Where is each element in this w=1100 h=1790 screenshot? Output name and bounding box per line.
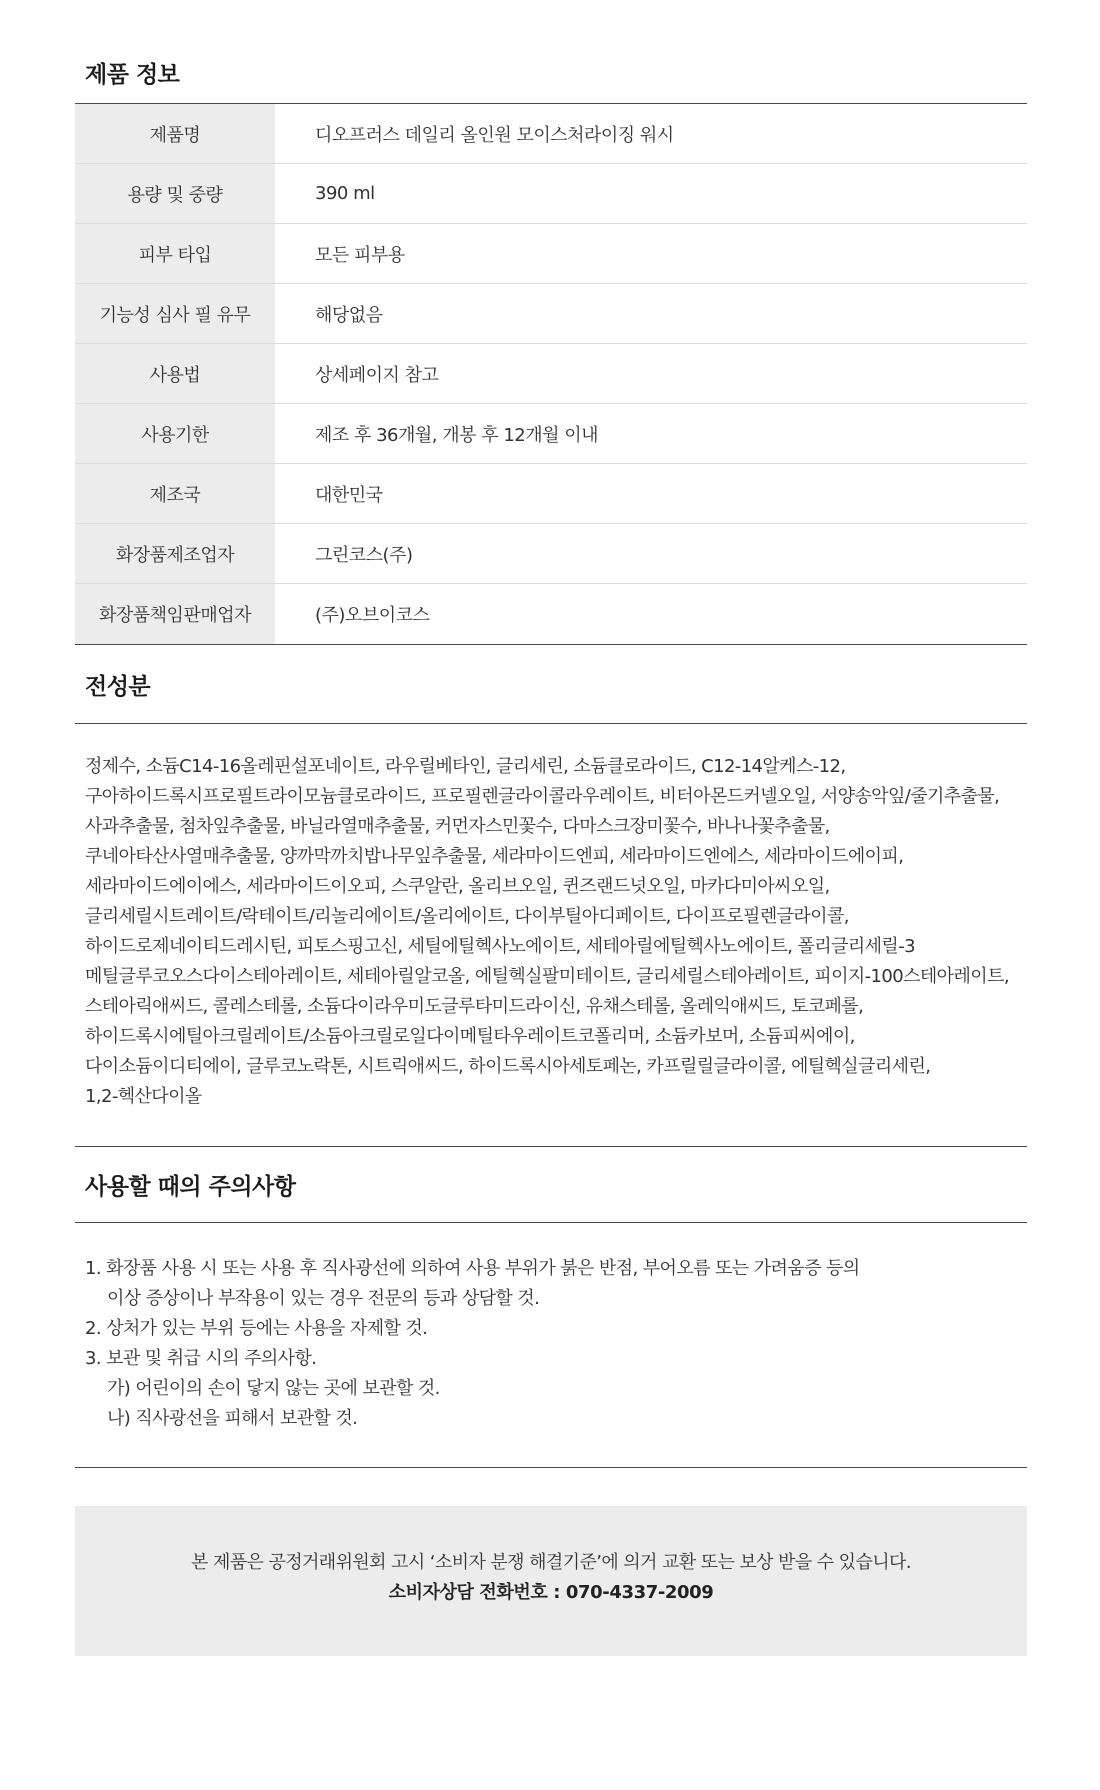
ingredients-line: 사과추출물, 첨차잎추출물, 바닐라열매추출물, 커먼자스민꽃수, 다마스크장미꽃수, 바나나꽃추출물, — [85, 816, 830, 837]
info-value: 상세페이지 참고 — [315, 364, 439, 386]
info-value: 대한민국 — [315, 484, 383, 506]
precautions-title: 사용할 때의 주의사항 — [85, 1174, 296, 1200]
info-value: 제조 후 36개월, 개봉 후 12개월 이내 — [315, 424, 599, 446]
ingredients-line: 세라마이드에이에스, 세라마이드이오피, 스쿠알란, 올리브오일, 퀸즈랜드넛오일, 마카다미아씨오일, — [85, 876, 830, 897]
info-row-volume — [75, 164, 1027, 224]
consumer-hotline: 소비자상담 전화번호 : 070-4337-2009 — [388, 1582, 714, 1603]
product-info-title: 제품 정보 — [85, 62, 180, 88]
info-value: 디오프러스 데일리 올인원 모이스처라이징 워시 — [315, 124, 674, 146]
info-label: 사용법 — [75, 344, 275, 403]
info-row-manufacturer — [75, 524, 1027, 584]
ingredients-line: 하이드록시에틸아크릴레이트/소듐아크릴로일다이메틸타우레이트코폴리머, 소듐카보머, 소듐피씨에이, — [85, 1026, 855, 1047]
info-row-usage — [75, 344, 1027, 404]
ingredients-line: 메틸글루코오스다이스테아레이트, 세테아릴알코올, 에틸헥실팔미테이트, 글리세릴스테아레이트, 피이지-100스테아레이트, — [85, 966, 1009, 987]
info-label: 기능성 심사 필 유무 — [75, 284, 275, 343]
info-label: 용량 및 중량 — [75, 164, 275, 223]
ingredients-line: 다이소듐이디티에이, 글루코노락톤, 시트릭애씨드, 하이드록시아세토페논, 카프릴릴글라이콜, 에틸헥실글리세린, — [85, 1056, 931, 1077]
ingredients-bottom-divider — [75, 1146, 1027, 1147]
ingredients-list — [85, 752, 1027, 1112]
info-value: 모든 피부용 — [315, 244, 405, 266]
info-label: 피부 타입 — [75, 224, 275, 283]
ingredients-line: 글리세릴시트레이트/락테이트/리놀리에이트/올리에이트, 다이부틸아디페이트, 다이프로필렌글라이콜, — [85, 906, 849, 927]
ingredients-top-divider — [75, 723, 1027, 724]
info-row-expiry — [75, 404, 1027, 464]
precaution-line: 1. 화장품 사용 시 또는 사용 후 직사광선에 의하여 사용 부위가 붉은 반점, 부어오름 또는 가려움증 등의 — [85, 1258, 860, 1279]
info-value: 390 ml — [315, 183, 375, 204]
precaution-line: 이상 증상이나 부작용이 있는 경우 전문의 등과 상담할 것. — [107, 1288, 540, 1309]
ingredients-title: 전성분 — [85, 674, 151, 700]
info-row-product-name — [75, 104, 1027, 164]
info-value: 해당없음 — [315, 304, 383, 326]
info-label: 제조국 — [75, 464, 275, 523]
precaution-line: 나) 직사광선을 피해서 보관할 것. — [107, 1408, 358, 1429]
info-value: (주)오브이코스 — [315, 605, 430, 626]
consumer-notice-box — [75, 1506, 1027, 1656]
info-row-distributor — [75, 584, 1027, 644]
ingredients-line: 하이드로제네이티드레시틴, 피토스핑고신, 세틸에틸헥사노에이트, 세테아릴에틸헥사노에이트, 폴리글리세릴-3 — [85, 936, 915, 957]
info-value: 그린코스(주) — [315, 544, 413, 566]
ingredients-line: 1,2-헥산다이올 — [85, 1086, 202, 1107]
ingredients-line: 스테아릭애씨드, 콜레스테롤, 소듐다이라우미도글루타미드라이신, 유채스테롤, 올레익애씨드, 토코페롤, — [85, 996, 864, 1017]
info-row-functional-review — [75, 284, 1027, 344]
info-label: 화장품책임판매업자 — [75, 584, 275, 644]
product-info-table — [75, 103, 1027, 645]
precautions-bottom-divider — [75, 1467, 1027, 1468]
precaution-line: 2. 상처가 있는 부위 등에는 사용을 자제할 것. — [85, 1318, 428, 1339]
info-label: 사용기한 — [75, 404, 275, 463]
ingredients-line: 정제수, 소듐C14-16올레핀설포네이트, 라우릴베타인, 글리세린, 소듐클로라이드, C12-14알케스-12, — [85, 756, 846, 777]
consumer-dispute-notice: 본 제품은 공정거래위원회 고시 ‘소비자 분쟁 해결기준’에 의거 교환 또는 보상 받을 수 있습니다. — [191, 1552, 911, 1573]
precaution-line: 3. 보관 및 취급 시의 주의사항. — [85, 1348, 317, 1369]
ingredients-line: 구아하이드록시프로필트라이모늄클로라이드, 프로필렌글라이콜라우레이트, 비터아몬드커넬오일, 서양송악잎/줄기추출물, — [85, 786, 1000, 807]
info-row-country — [75, 464, 1027, 524]
ingredients-line: 쿠네아타산사열매추출물, 양까막까치밥나무잎추출물, 세라마이드엔피, 세라마이드엔에스, 세라마이드에이피, — [85, 846, 904, 867]
info-label: 화장품제조업자 — [75, 524, 275, 583]
precautions-top-divider — [75, 1222, 1027, 1223]
precautions-list — [85, 1254, 1027, 1434]
info-label: 제품명 — [75, 104, 275, 163]
precaution-line: 가) 어린이의 손이 닿지 않는 곳에 보관할 것. — [107, 1378, 440, 1399]
info-row-skin-type — [75, 224, 1027, 284]
